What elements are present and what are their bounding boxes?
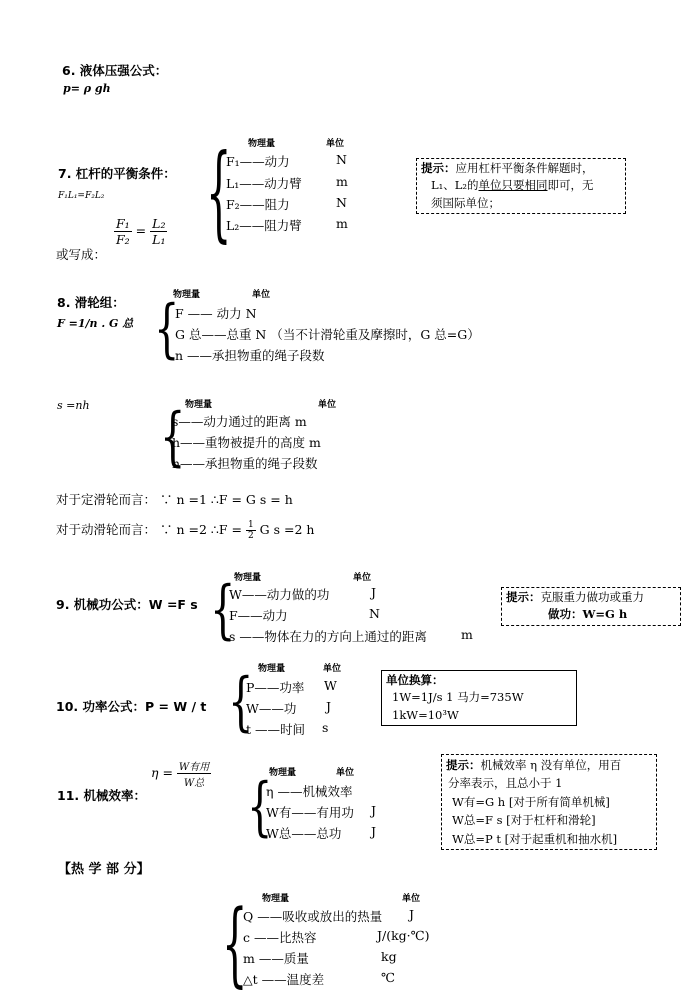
movable-pulley-line: 对于动滑轮而言： ∵ n =2 ∴F = $\frac{1}{2}$ G s =2 h	[56, 520, 315, 541]
work-row-1: W——动力做的功	[229, 587, 330, 602]
brace-8: {	[154, 292, 180, 366]
heat-row-3: m ——质量	[243, 951, 309, 966]
unit-conversion-box: 单位换算： 1W=1J/s 1 马力=735W 1kW=10³W	[381, 670, 577, 726]
lever-row-3: F₂——阻力	[226, 197, 290, 212]
header-unit: 单位	[353, 573, 372, 583]
heat-row-2: c ——比热容	[243, 930, 317, 945]
power-row-3: t ——时间	[246, 722, 305, 737]
power-row-1: P——功率	[246, 680, 305, 695]
distance-row-3: n——承担物重的绳子段数	[172, 456, 318, 471]
heat-row-4-unit: ℃	[381, 970, 395, 985]
brace-8b: {	[160, 400, 186, 474]
header-unit: 单位	[402, 894, 421, 904]
header-quantity: 物理量	[173, 290, 201, 300]
brace-7: {	[206, 134, 232, 254]
header-quantity: 物理量	[269, 768, 297, 778]
lever-row-1: F₁——动力	[226, 154, 290, 169]
header-unit: 单位	[323, 664, 342, 674]
pulley-force-formula: F =1/n . G 总	[57, 317, 134, 330]
lever-row-1-unit: N	[336, 152, 347, 167]
header-quantity: 物理量	[234, 573, 262, 583]
efficiency-row-3-unit: J	[371, 824, 377, 839]
liquid-pressure-formula: p= ρ gh	[63, 82, 111, 95]
brace-heat: {	[222, 892, 248, 998]
heat-row-3-unit: kg	[381, 949, 397, 964]
heat-row-1-unit: J	[409, 907, 415, 922]
work-row-3-unit: m	[461, 627, 473, 642]
lever-ratio-formula: $\frac{\text{F₁}}{\text{F₂}}$ = $\frac{\text{L₂}}{\text{L₁}}$	[116, 216, 166, 247]
header-unit: 单位	[252, 290, 271, 300]
efficiency-row-1: η ——机械效率	[266, 784, 353, 799]
distance-row-1: s——动力通过的距离 m	[172, 414, 307, 429]
brace-10: {	[228, 665, 254, 739]
alt-form-label: 或写成：	[56, 247, 107, 262]
section-11-title: 11. 机械效率：	[57, 788, 146, 803]
header-quantity: 物理量	[248, 139, 276, 149]
power-row-3-unit: s	[322, 720, 329, 735]
power-row-1-unit: W	[324, 678, 337, 693]
heat-section-title: 【热 学 部 分】	[58, 862, 150, 877]
pulley-row-3: n ——承担物重的绳子段数	[175, 348, 325, 363]
efficiency-tip-box: 提示：机械效率 η 没有单位，用百 分率表示，且总小于 1 W有=G h [对于所有简单机械] W总=F s [对于杠杆和滑轮] W总=P t [对于起重机和抽水机]	[441, 754, 657, 850]
heat-row-1: Q ——吸收或放出的热量	[243, 909, 383, 924]
section-8-title: 8. 滑轮组：	[57, 295, 125, 310]
distance-formula: s =nh	[57, 399, 90, 412]
header-unit: 单位	[318, 400, 337, 410]
power-row-2-unit: J	[326, 699, 332, 714]
lever-formula: F₁L₁=F₂L₂	[58, 191, 105, 201]
power-row-2: W——功	[246, 701, 297, 716]
work-row-2-unit: N	[369, 606, 380, 621]
lever-row-4: L₂——阻力臂	[226, 218, 302, 233]
efficiency-row-3: W总——总功	[266, 826, 342, 841]
header-quantity: 物理量	[258, 664, 286, 674]
tip-label: 提示：	[421, 161, 456, 175]
section-9-title: 9. 机械功公式：W =F s	[56, 597, 198, 612]
brace-9: {	[210, 573, 236, 647]
work-tip-box: 提示：克服重力做功或重力 做功：W=G h	[501, 587, 681, 626]
efficiency-formula: η = $\frac{\text{W有用}}{\text{W总}}$	[151, 758, 211, 789]
lever-row-3-unit: N	[336, 195, 347, 210]
section-10-title: 10. 功率公式：P = W / t	[56, 699, 207, 714]
work-row-3: s ——物体在力的方向上通过的距离	[229, 629, 427, 644]
lever-tip-box: 提示：应用杠杆平衡条件解题时， L₁、L₂的单位只要相同即可，无 须国际单位；	[416, 158, 626, 214]
lever-row-4-unit: m	[336, 216, 348, 231]
lever-row-2-unit: m	[336, 174, 348, 189]
lever-row-2: L₁——动力臂	[226, 176, 302, 191]
header-quantity: 物理量	[185, 400, 213, 410]
distance-row-2: h——重物被提升的高度 m	[172, 435, 321, 450]
pulley-row-2: G 总——总重 N （当不计滑轮重及摩擦时，G 总=G）	[175, 327, 480, 342]
heat-row-2-unit: J/(kg·℃)	[377, 928, 430, 943]
section-7-title: 7. 杠杆的平衡条件：	[58, 166, 176, 181]
work-row-1-unit: J	[371, 585, 377, 600]
work-row-2: F——动力	[229, 608, 288, 623]
section-6-title: 6. 液体压强公式：	[62, 63, 168, 78]
brace-11: {	[247, 770, 273, 844]
efficiency-row-2-unit: J	[371, 803, 377, 818]
header-unit: 单位	[326, 139, 345, 149]
header-quantity: 物理量	[262, 894, 290, 904]
efficiency-row-2: W有——有用功	[266, 805, 354, 820]
heat-row-4: △t ——温度差	[243, 972, 325, 987]
fixed-pulley-line: 对于定滑轮而言： ∵ n =1 ∴F = G s = h	[56, 492, 293, 507]
header-unit: 单位	[336, 768, 355, 778]
pulley-row-1: F —— 动力 N	[175, 306, 257, 321]
